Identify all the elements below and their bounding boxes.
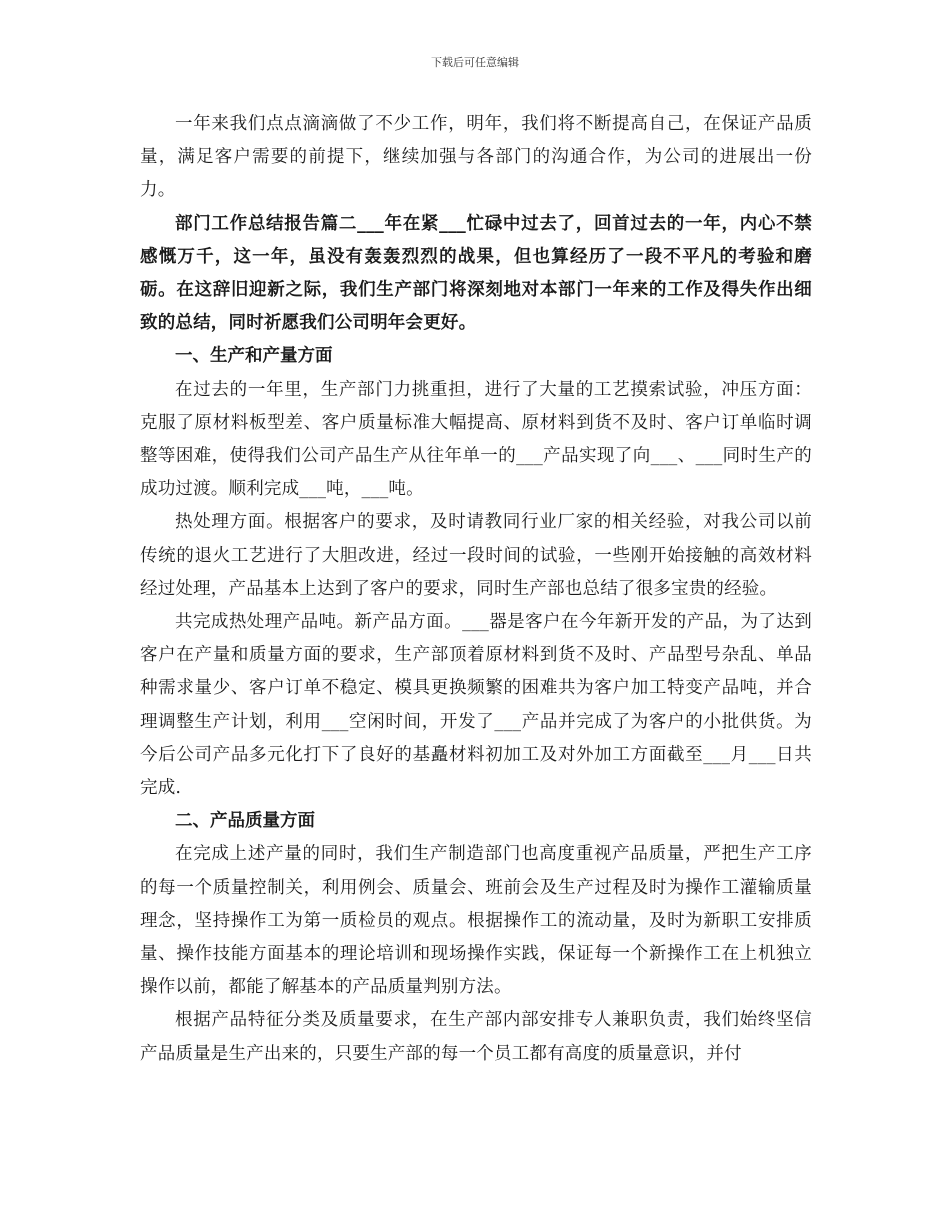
paragraph-new-products: 共完成热处理产品吨。新产品方面。___器是客户在今年新开发的产品，为了达到客户在产量和质量方面的要求，生产部顶着原材料到货不及时、产品型号杂乱、单品种需求量少、客户订单不稳定、模具更换频繁的困难共为客户加工特变产品吨，并合理调整生产计划，利用___空闲时间，开发了___产品并完成了为客户的小批供货。为今后公司产品多元化打下了良好的基矗材料初加工及对外加工方面截至___月___日共完成. bbox=[140, 612, 812, 799]
section-heading-production: 一、生产和产量方面 bbox=[175, 346, 333, 367]
paragraph-report-intro: 部门工作总结报告篇二___年在紧___忙碌中过去了，回首过去的一年，内心不禁感慨万千，这一年，虽没有轰轰烈烈的战果，但也算经历了一段不平凡的考验和磨砺。在这辞旧迎新之际，我们生产部门将深刻地对本部门一年来的工作及得失作出细致的总结，同时祈愿我们公司明年会更好。 bbox=[140, 213, 812, 334]
section-heading-quality: 二、产品质量方面 bbox=[175, 811, 315, 832]
paragraph-closing: 一年来我们点点滴滴做了不少工作，明年，我们将不断提高自己，在保证产品质量，满足客户需要的前提下，继续加强与各部门的沟通合作，为公司的进展出一份力。 bbox=[140, 114, 812, 201]
paragraph-stamping: 在过去的一年里，生产部门力挑重担，进行了大量的工艺摸索试验，冲压方面：克服了原材料板型差、客户质量标准大幅提高、原材料到货不及时、客户订单临时调整等困难，使得我们公司产品生产从往年单一的___产品实现了向___、___同时生产的成功过渡。顺利完成___吨，___吨。 bbox=[140, 379, 812, 500]
document-body bbox=[140, 108, 812, 1071]
paragraph-quality-control: 在完成上述产量的同时，我们生产制造部门也高度重视产品质量，严把生产工序的每一个质量控制关，利用例会、质量会、班前会及生产过程及时为操作工灌输质量理念，坚持操作工为第一质检员的观点。根据操作工的流动量，及时为新职工安排质量、操作技能方面基本的理论培训和现场操作实践，保证每一个新操作工在上机独立操作以前，都能了解基本的产品质量判别方法。 bbox=[140, 844, 812, 998]
header-note: 下载后可任意编辑 bbox=[431, 56, 519, 69]
paragraph-quality-staff: 根据产品特征分类及质量要求，在生产部内部安排专人兼职负责，我们始终坚信产品质量是生产出来的，只要生产部的每一个员工都有高度的质量意识，并付 bbox=[140, 1010, 812, 1064]
paragraph-heat-treatment: 热处理方面。根据客户的要求，及时请教同行业厂家的相关经验，对我公司以前传统的退火工艺进行了大胆改进，经过一段时间的试验，一些刚开始接触的高效材料经过处理，产品基本上达到了客户的要求，同时生产部也总结了很多宝贵的经验。 bbox=[140, 512, 812, 599]
